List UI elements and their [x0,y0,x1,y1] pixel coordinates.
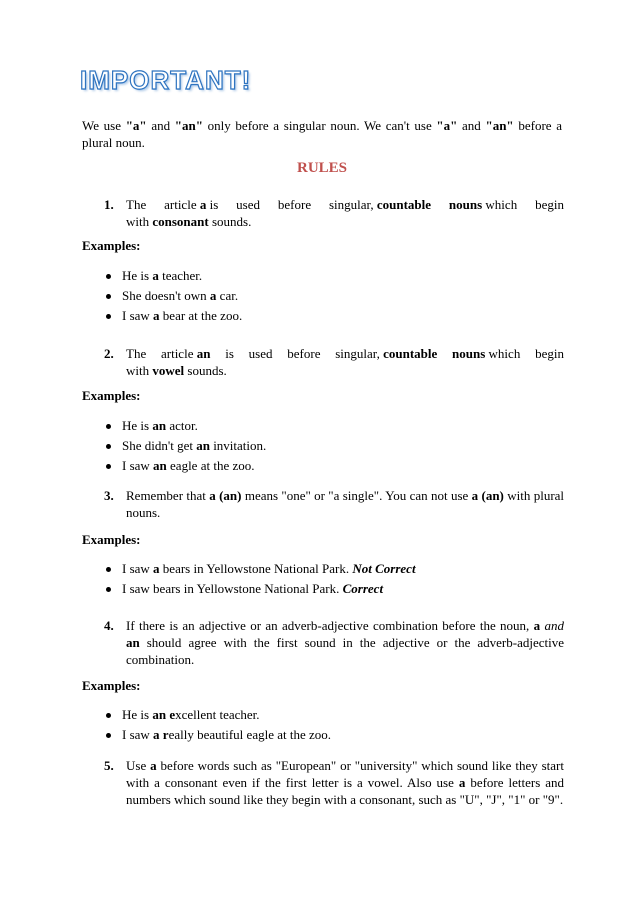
rule-5 [104,757,564,808]
rule-2 [104,345,564,379]
important-title: IMPORTANT! [80,65,252,95]
list-item: I saw an eagle at the zoo. [104,456,564,476]
intro-paragraph [82,117,562,151]
examples-label-2: Examples: [82,388,141,403]
intro-text: only before a singular noun. We can't use [202,118,437,133]
word: article a is [164,197,219,212]
list-item: He is an actor. [104,416,564,436]
rule-4-text: If there is an adjective or an adverb-adjective combination before the noun, a and an should agree with the first sound in the adjective or the adverb-adjective combination. [126,618,564,667]
bullet-icon [106,587,111,592]
word: before [277,197,312,212]
word: The [126,346,147,361]
word: used [248,346,273,361]
examples-list-3 [104,559,564,599]
list-item: I saw a bear at the zoo. [104,306,564,326]
bullet-icon [106,733,111,738]
rule-1-line-2: with consonant sounds. [126,214,252,229]
word: begin [535,197,564,212]
rule-2-line-1 [126,345,564,362]
examples-list-4 [104,705,564,745]
rule-number: 2. [104,346,114,361]
bullet-icon [106,713,111,718]
examples-list-1 [104,266,564,326]
rule-5-text: Use a before words such as "European" or "university" which sound like they start with a consonant even if the first letter is a vowel. Also use a before letters and numbers which sound like they begin with a consonant, such as "U", "J", "1" or "9". [126,758,565,807]
rule-2-line-2: with vowel sounds. [126,363,227,378]
examples-label-1: Examples: [82,238,141,253]
intro-an: "an" [485,118,514,133]
list-item: I saw bears in Yellowstone National Park. Correct [104,579,564,599]
intro-text: and [457,118,486,133]
word: singular, countable [335,346,438,361]
rule-3 [104,487,564,521]
intro-text: and [146,118,175,133]
rule-number: 3. [104,488,114,503]
rule-number: 5. [104,758,114,773]
word: nouns which [452,346,521,361]
rule-1-line-1 [126,196,564,213]
examples-label-3: Examples: [82,532,141,547]
bullet-icon [106,464,111,469]
intro-a: "a" [436,118,458,133]
bullet-icon [106,294,111,299]
rules-heading: RULES [296,160,348,176]
intro-text: before a plural noun. [82,118,562,150]
rule-number: 4. [104,618,114,633]
intro-text: We use [82,118,126,133]
examples-label-4: Examples: [82,678,141,693]
word: article an [160,346,211,361]
rule-4 [104,617,564,668]
word: The [126,197,147,212]
intro-a: "a" [125,118,147,133]
intro-an: "an" [174,118,203,133]
rule-3-text: Remember that a (an) means "one" or "a single". You can not use a (an) with plural nouns. [126,488,565,520]
list-item: I saw a bears in Yellowstone National Park. Not Correct [104,559,564,579]
list-item: She doesn't own a car. [104,286,564,306]
list-item: She didn't get an invitation. [104,436,564,456]
word: begin [535,346,564,361]
rule-1 [104,196,564,230]
bullet-icon [106,424,111,429]
word: before [287,346,321,361]
bullet-icon [106,567,111,572]
bullet-icon [106,444,111,449]
list-item: He is an excellent teacher. [104,705,564,725]
word: singular, countable [328,197,432,212]
examples-list-2 [104,416,564,476]
word: is [225,346,234,361]
list-item: I saw a really beautiful eagle at the zoo. [104,725,564,745]
rule-number: 1. [104,197,114,212]
bullet-icon [106,274,111,279]
word: used [236,197,260,212]
list-item: He is a teacher. [104,266,564,286]
word: nouns which [448,197,518,212]
bullet-icon [106,314,111,319]
